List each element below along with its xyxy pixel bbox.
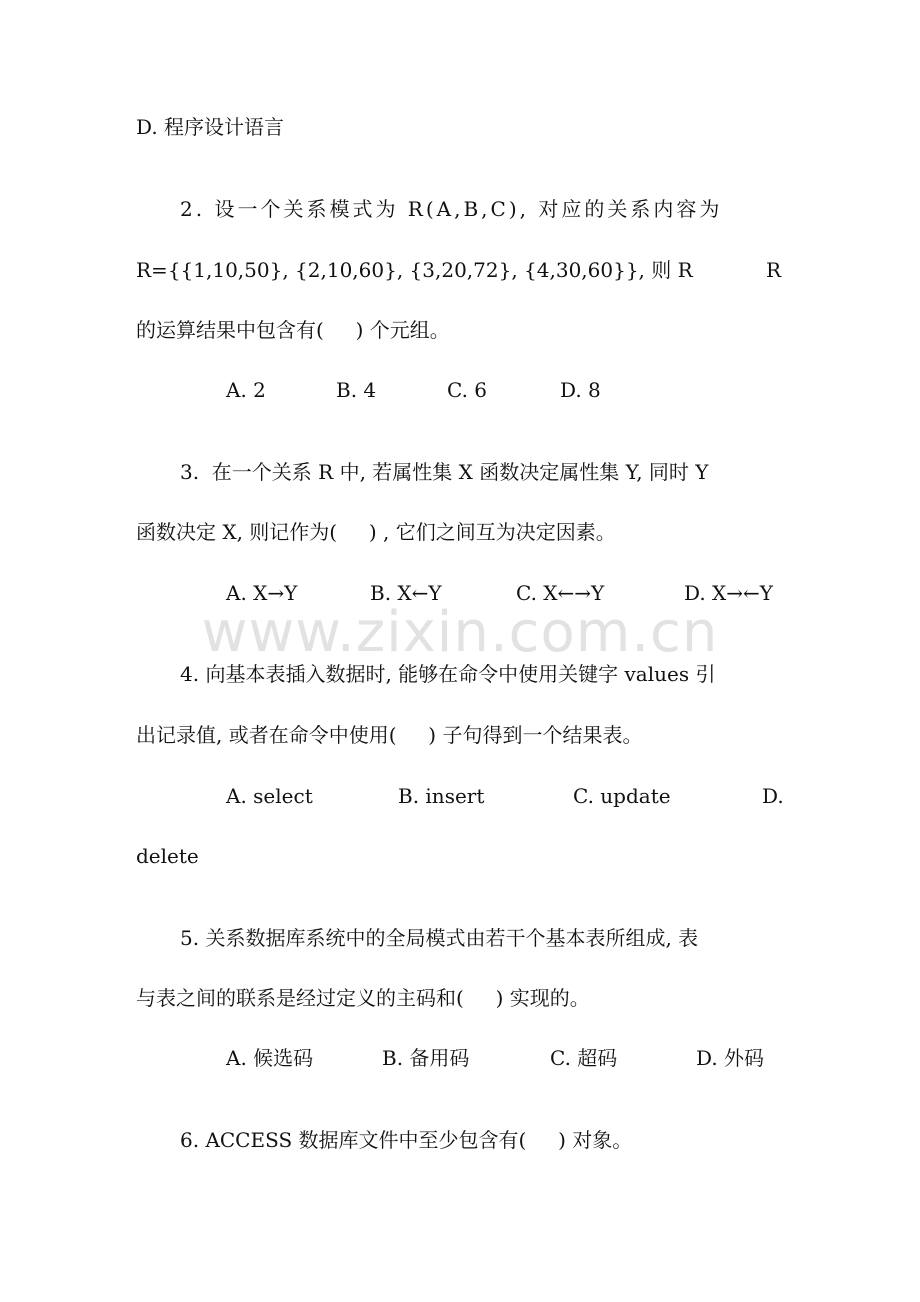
q2-option-b: B. 4 [336, 378, 377, 402]
q5-option-b: B. 备用码 [382, 1046, 470, 1070]
q3-stem-line2: 函数决定 X, 则记作为( ) , 它们之间互为决定因素。 [136, 520, 616, 544]
q5-option-d: D. 外码 [696, 1046, 765, 1070]
q5-option-a: A. 候选码 [226, 1046, 314, 1070]
q4-option-a: A. select [226, 784, 313, 808]
q4-option-d: D. [762, 784, 784, 808]
q5-option-c: C. 超码 [550, 1046, 618, 1070]
q3-option-a: A. X→Y [226, 581, 298, 605]
q4-option-c: C. update [573, 784, 671, 808]
q3-option-b: B. X←Y [370, 581, 442, 605]
q6-stem-line1: 6. ACCESS 数据库文件中至少包含有( ) 对象。 [180, 1128, 633, 1152]
q4-option-b: B. insert [398, 784, 485, 808]
q3-stem-line1: 3. 在一个关系 R 中, 若属性集 X 函数决定属性集 Y, 同时 Y [180, 460, 709, 484]
q2-option-d: D. 8 [560, 378, 601, 402]
q4-stem-line1: 4. 向基本表插入数据时, 能够在命令中使用关键字 values 引 [180, 662, 716, 686]
q1-option-d: D. 程序设计语言 [136, 115, 285, 139]
q3-option-d: D. X→←Y [684, 581, 773, 605]
q2-stem-line1: 2. 设一个关系模式为 R(A,B,C), 对应的关系内容为 [180, 197, 723, 221]
q2-stem-line2: R={{1,10,50}, {2,10,60}, {3,20,72}, {4,30,60}}, 则 R [136, 258, 693, 282]
q4-stem-line2: 出记录值, 或者在命令中使用( ) 子句得到一个结果表。 [136, 723, 643, 747]
q5-stem-line1: 5. 关系数据库系统中的全局模式由若干个基本表所组成, 表 [180, 926, 699, 950]
q2-stem-line3: 的运算结果中包含有( ) 个元组。 [136, 318, 450, 342]
q2-stem-line2-r: R [766, 258, 782, 282]
watermark: www.zixin.com.cn [201, 600, 719, 665]
q5-stem-line2: 与表之间的联系是经过定义的主码和( ) 实现的。 [136, 986, 590, 1010]
q2-option-c: C. 6 [447, 378, 488, 402]
q3-option-c: C. X←→Y [516, 581, 605, 605]
q2-option-a: A. 2 [226, 378, 266, 402]
q4-option-d-continued: delete [136, 844, 199, 868]
